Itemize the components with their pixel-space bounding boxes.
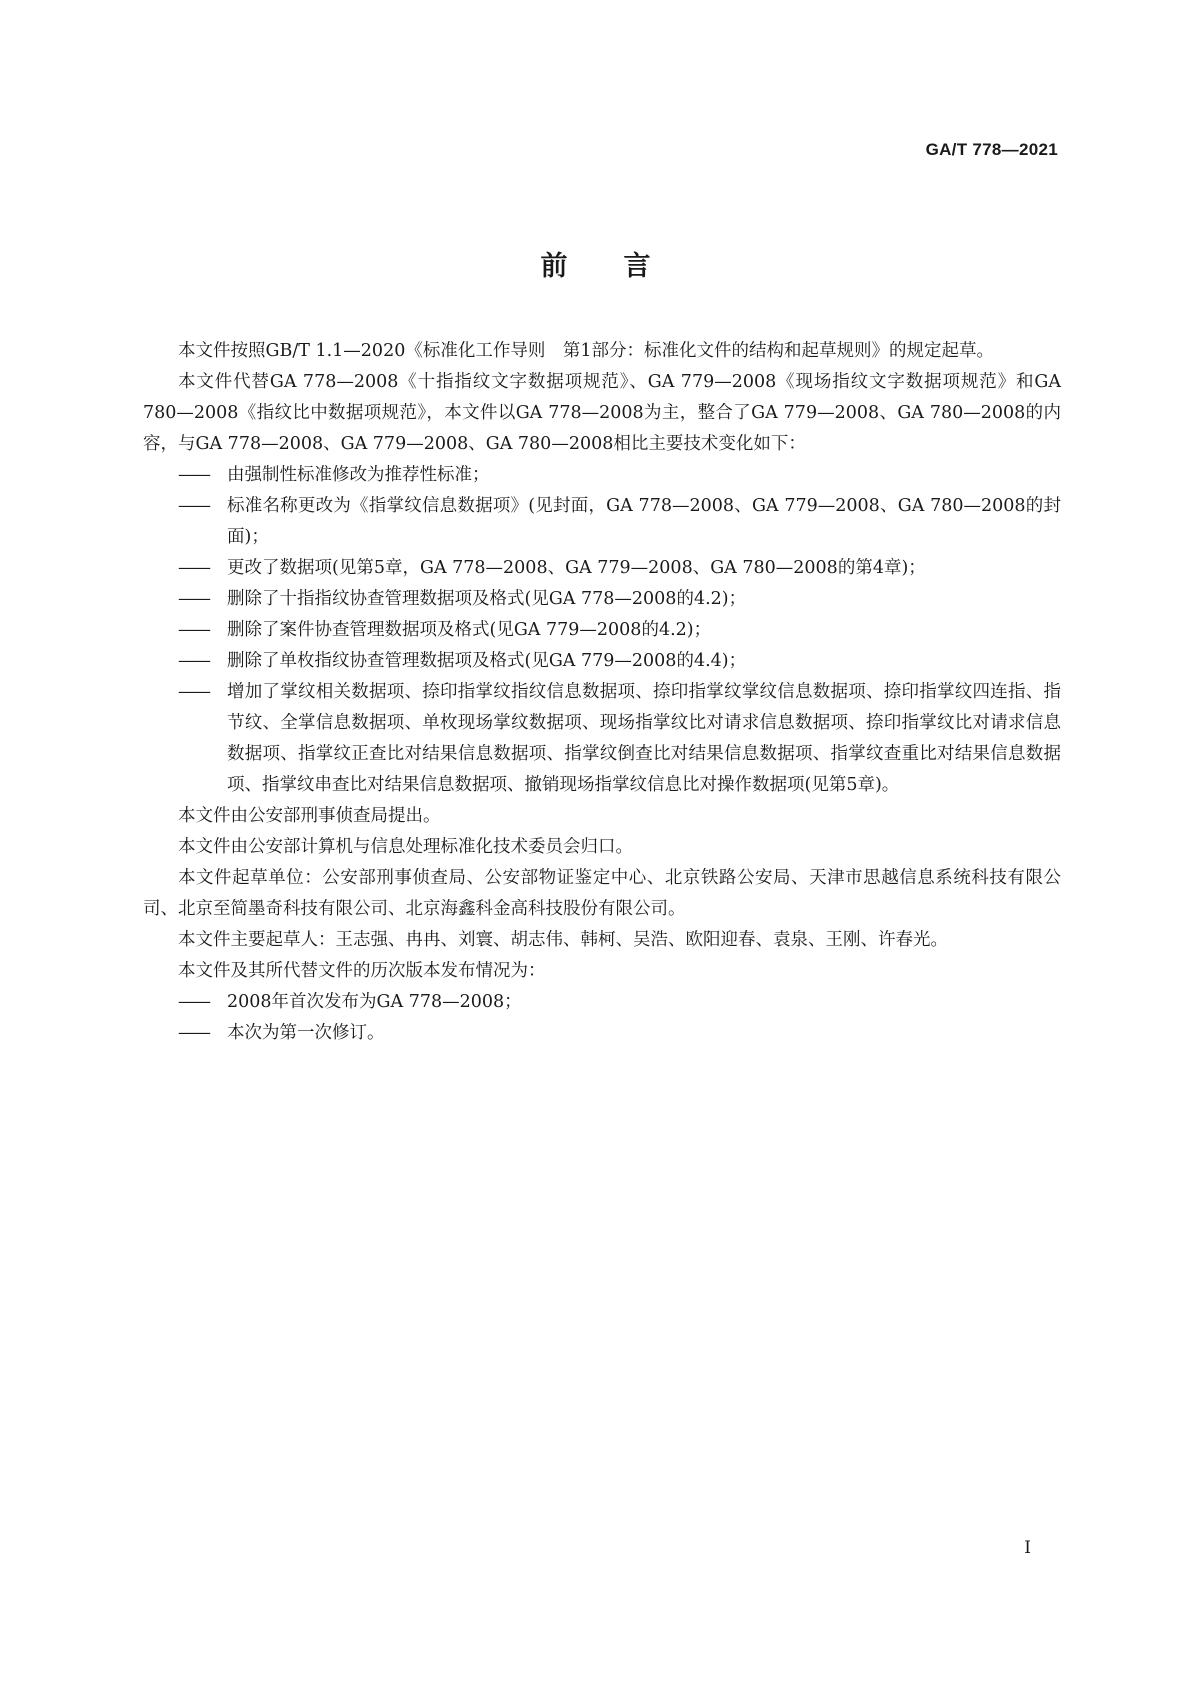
change-item <box>143 677 1061 801</box>
change-item <box>143 553 1061 584</box>
foreword-body <box>143 336 1061 1049</box>
paragraph-proposer: 本文件由公安部刑事侦查局提出。 <box>178 806 441 826</box>
change-item-text: 删除了案件协查管理数据项及格式(见GA 779—2008的4.2)； <box>227 620 712 640</box>
paragraph-history-intro: 本文件及其所代替文件的历次版本发布情况为： <box>178 961 546 981</box>
change-item <box>143 615 1061 646</box>
standard-number: GA/T 778—2021 <box>925 140 1058 159</box>
page-number: I <box>1024 1538 1031 1558</box>
page-title: 前言 <box>540 251 707 282</box>
dash-marker: —— <box>178 496 209 516</box>
change-item <box>143 584 1061 615</box>
change-item-text: 删除了单枚指纹协查管理数据项及格式(见GA 779—2008的4.4)； <box>227 651 747 671</box>
dash-marker: —— <box>178 1023 209 1043</box>
paragraph-drafting-basis: 本文件按照GB/T 1.1—2020《标准化工作导则 第1部分：标准化文件的结构和起草规则》的规定起草。 <box>178 341 994 361</box>
change-item-text: 删除了十指指纹协查管理数据项及格式(见GA 778—2008的4.2)； <box>227 589 747 609</box>
paragraph-drafting-units: 本文件起草单位：公安部刑事侦查局、公安部物证鉴定中心、北京铁路公安局、天津市思越信息系统科技有限公司、北京至简墨奇科技有限公司、北京海鑫科金高科技股份有限公司。 <box>143 868 1061 919</box>
history-item-text: 本次为第一次修订。 <box>227 1023 385 1043</box>
change-item <box>143 491 1061 553</box>
change-item <box>143 460 1061 491</box>
history-item <box>143 1018 1061 1049</box>
change-item-text: 标准名称更改为《指掌纹信息数据项》(见封面，GA 778—2008、GA 779—2008、GA 780—2008的封面)； <box>227 496 1061 547</box>
history-item <box>143 987 1061 1018</box>
paragraph-committee: 本文件由公安部计算机与信息处理标准化技术委员会归口。 <box>178 837 633 857</box>
dash-marker: —— <box>178 651 209 671</box>
dash-marker: —— <box>178 992 209 1012</box>
change-item-text: 更改了数据项(见第5章，GA 778—2008、GA 779—2008、GA 780—2008的第4章)； <box>227 558 926 578</box>
dash-marker: —— <box>178 620 209 640</box>
change-item-text: 增加了掌纹相关数据项、捺印指掌纹指纹信息数据项、捺印指掌纹掌纹信息数据项、捺印指掌纹四连指、指节纹、全掌信息数据项、单枚现场掌纹数据项、现场指掌纹比对请求信息数据项、捺印指掌纹比对请求信息数据项、指掌纹正查比对结果信息数据项、指掌纹倒查比对结果信息数据项、指掌纹查重比对结果信息数据项、指掌纹串查比对结果信息数据项、撤销现场指掌纹信息比对操作数据项(见第5章)。 <box>227 682 1061 795</box>
dash-marker: —— <box>178 558 209 578</box>
paragraph-replacement: 本文件代替GA 778—2008《十指指纹文字数据项规范》、GA 779—2008《现场指纹文字数据项规范》和GA 780—2008《指纹比中数据项规范》，本文件以GA 778—2008为主，整合了GA 779—2008、GA 780—2008的内容，与GA 778—2008、GA 779—2008、GA 780—2008相比主要技术变化如下： <box>143 372 1061 454</box>
paragraph-drafters: 本文件主要起草人：王志强、冉冉、刘寰、胡志伟、韩柯、吴浩、欧阳迎春、袁泉、王刚、许春光。 <box>178 930 948 950</box>
dash-marker: —— <box>178 465 209 485</box>
history-item-text: 2008年首次发布为GA 778—2008； <box>227 992 522 1012</box>
dash-marker: —— <box>178 682 209 702</box>
change-item-text: 由强制性标准修改为推荐性标准； <box>227 465 490 485</box>
change-item <box>143 646 1061 677</box>
dash-marker: —— <box>178 589 209 609</box>
